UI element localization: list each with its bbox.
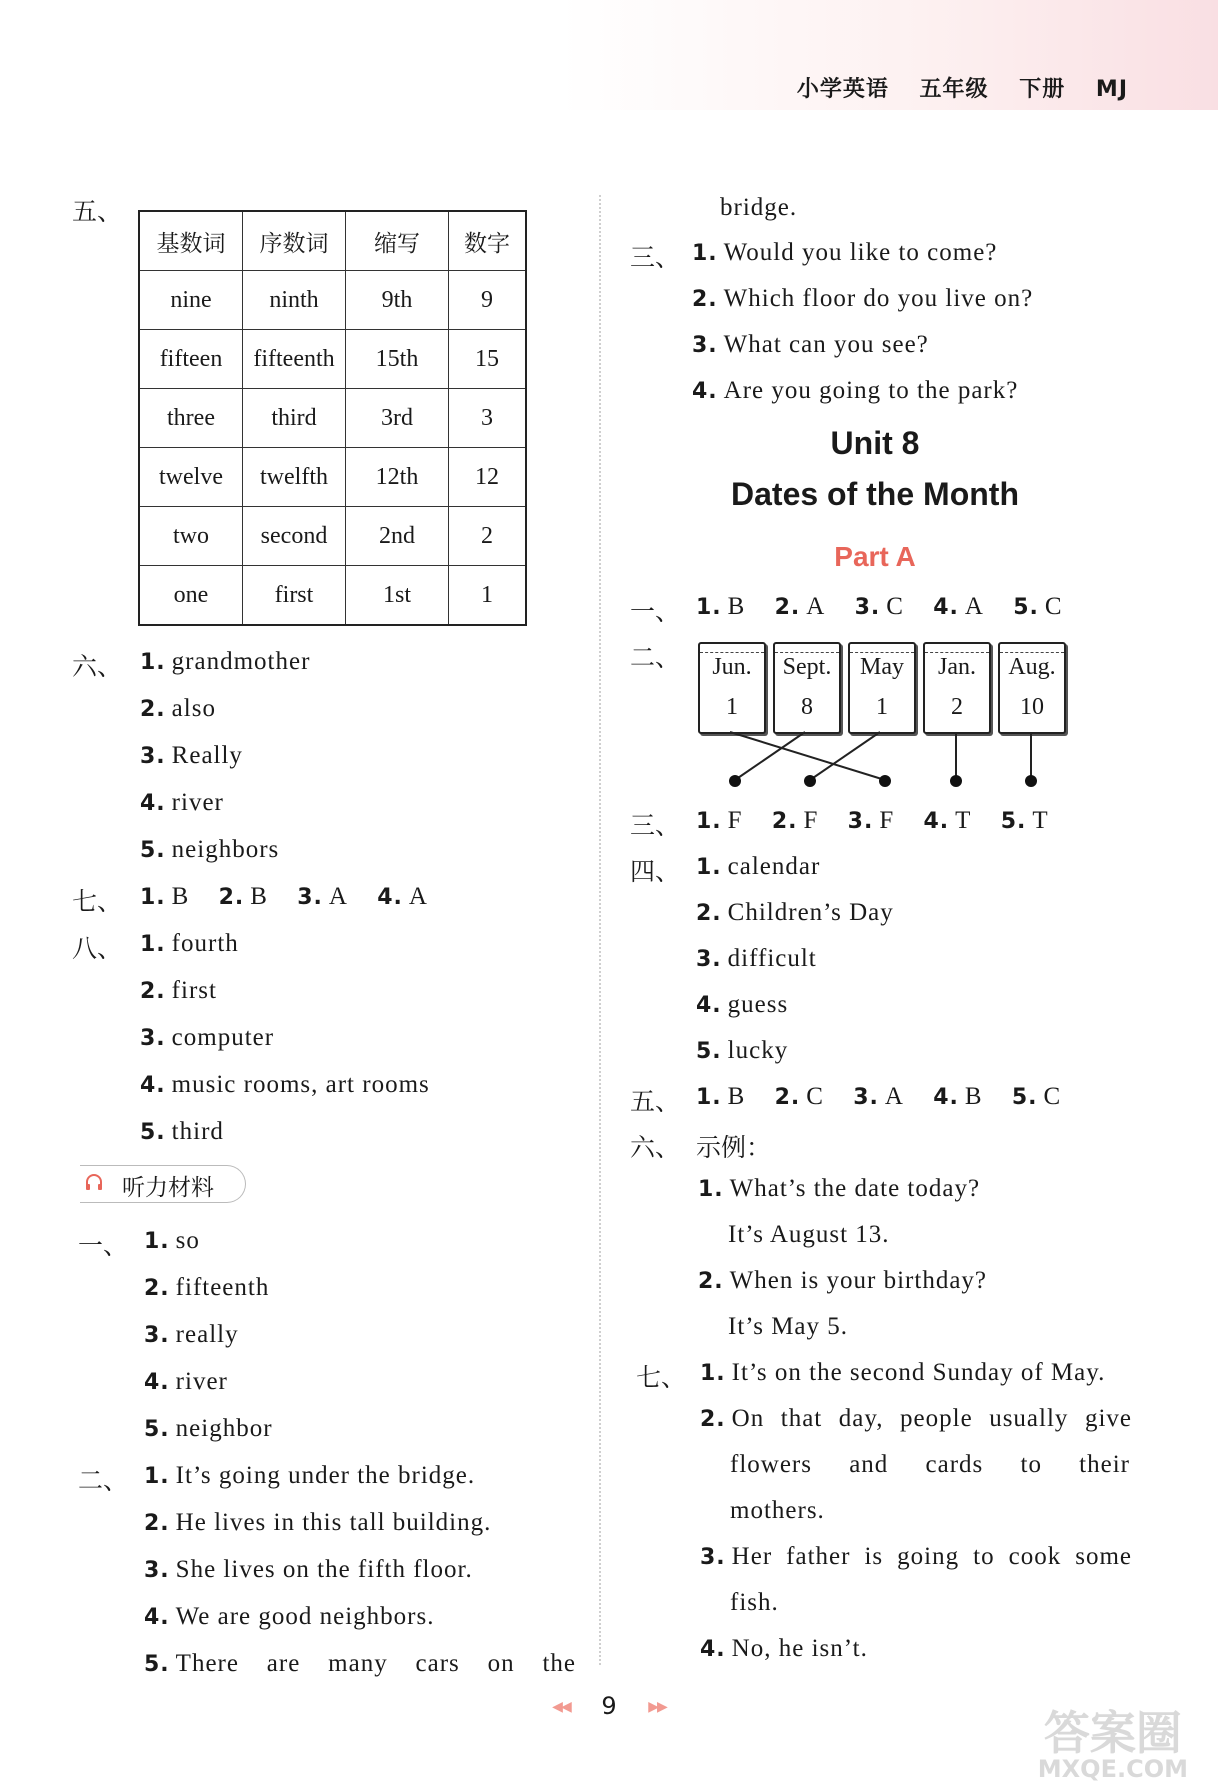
answer-item: 1. Would you like to come? [692,239,998,266]
answer-item: 2. fifteenth [144,1274,270,1301]
answer-row: 1. B 2. C 3. A 4. B 5. C [696,1083,1062,1110]
table-cell: 2nd [346,507,449,566]
calendar-card: Jan. 2 [923,642,991,734]
page-number: 9 [601,1692,617,1720]
match-line [730,732,885,780]
table-cell: 2 [449,507,527,566]
header-subject: 小学英语 [796,77,889,102]
answer-item: 3. Really [140,742,243,769]
section-marker: 三、 [630,811,681,840]
continuation-text: bridge. [720,194,798,221]
table-cell: 12 [449,448,527,507]
match-dot [1025,775,1037,787]
table-cell: 1 [449,566,527,626]
answer-item: 2. When is your birthday? [698,1267,988,1294]
table-cell: ninth [243,271,346,330]
answer-item: 5. lucky [696,1037,789,1064]
answer-item: 2. On that day, people usually give [700,1405,1132,1432]
answer-item: 1. so [144,1227,200,1254]
answer-item: 4. guess [696,991,789,1018]
table-cell: first [243,566,346,626]
headphones-icon [84,1172,104,1197]
table-row [139,566,526,626]
table-header: 缩写 [346,211,449,271]
calendar-card: Jun. 1 [698,642,766,734]
match-line [735,732,805,780]
section-marker: 一、 [78,1231,129,1260]
answer-row: 1. B 2. A 3. C 4. A 5. C [696,593,1063,620]
table-row [139,507,526,566]
table-cell: twelfth [243,448,346,507]
section-marker: 七、 [72,887,123,916]
section-marker: 五、 [72,197,123,226]
book-header [775,72,1128,103]
unit-title: Unit 8 [830,425,920,461]
section-marker: 八、 [72,934,123,963]
part-heading: Part A [834,541,916,572]
answer-item: 3. really [144,1321,239,1348]
section-marker: 七、 [636,1363,687,1392]
answer-item: 3. What can you see? [692,331,929,358]
answer-row: 1. B 2. B 3. A 4. A [140,883,428,910]
section-marker: 三、 [630,243,681,272]
answer-item: 3. She lives on the fifth floor. [144,1556,473,1583]
column-divider [599,195,601,1665]
table-header: 基数词 [139,211,243,271]
example-label: 示例： [696,1133,772,1162]
answer-item: 1. It’s on the second Sunday of May. [700,1359,1106,1386]
match-dot [729,775,741,787]
answer-item: 1. calendar [696,853,821,880]
table-cell: twelve [139,448,243,507]
next-arrows-icon: ▶▶ [648,1699,666,1715]
answer-text: fish. [730,1589,779,1616]
match-line [810,732,880,780]
answer-item: 2. Which floor do you live on? [692,285,1034,312]
table-cell: two [139,507,243,566]
answer-item: 1. fourth [140,930,239,957]
match-dot [804,775,816,787]
matching-lines [690,730,1090,790]
table-cell: fifteenth [243,330,346,389]
section-marker: 四、 [630,857,681,886]
table-header-row [139,211,526,271]
table-cell: 12th [346,448,449,507]
section-marker: 一、 [630,597,681,626]
answer-item: 3. difficult [696,945,817,972]
number-table [138,210,527,626]
prev-arrows-icon: ◀◀ [552,1699,570,1715]
table-cell: one [139,566,243,626]
watermark: 答案圈 MXQE.COM [1037,1706,1188,1783]
answer-text: mothers. [730,1497,825,1524]
answer-item: 3. computer [140,1024,275,1051]
unit-subtitle: Dates of the Month [731,476,1019,512]
section-marker: 五、 [630,1087,681,1116]
table-cell: three [139,389,243,448]
answer-item: 5. neighbors [140,836,280,863]
table-cell: 9th [346,271,449,330]
answer-item: 5. third [140,1118,224,1145]
listening-label: 听力材料 [80,1165,246,1203]
answer-row: 1. F 2. F 3. F 4. T 5. T [696,807,1049,834]
answer-item: 2. first [140,977,217,1004]
match-dot [879,775,891,787]
table-cell: 3 [449,389,527,448]
answer-text: It’s May 5. [728,1313,849,1340]
table-cell: 15 [449,330,527,389]
table-cell: 15th [346,330,449,389]
table-cell: 9 [449,271,527,330]
table-cell: 3rd [346,389,449,448]
answer-item: 4. music rooms, art rooms [140,1071,430,1098]
section-marker: 二、 [630,643,681,672]
table-row [139,330,526,389]
answer-item: 5. neighbor [144,1415,273,1442]
calendar-card: Sept. 8 [773,642,841,734]
answer-text: flowers and cards to their [730,1451,1130,1478]
section-marker: 二、 [78,1466,129,1495]
answer-item: 4. river [140,789,224,816]
section-marker: 六、 [630,1133,681,1162]
answer-item: 4. No, he isn’t. [700,1635,868,1662]
header-volume: 下册 [1019,77,1066,102]
answer-item: 2. He lives in this tall building. [144,1509,492,1536]
table-cell: third [243,389,346,448]
header-edition: MJ [1095,77,1128,102]
header-grade: 五年级 [919,77,989,102]
answer-item: 4. We are good neighbors. [144,1603,435,1630]
answer-item: 1. It’s going under the bridge. [144,1462,476,1489]
table-cell: second [243,507,346,566]
calendar-card: May 1 [848,642,916,734]
table-header: 序数词 [243,211,346,271]
answer-item: 4. Are you going to the park? [692,377,1019,404]
match-dot [950,775,962,787]
answer-text: It’s August 13. [728,1221,890,1248]
table-row [139,448,526,507]
answer-item: 4. river [144,1368,228,1395]
table-cell: 1st [346,566,449,626]
table-cell: nine [139,271,243,330]
calendar-card: Aug. 10 [998,642,1066,734]
page-footer [0,1692,1218,1720]
table-header: 数字 [449,211,527,271]
answer-item: 1. What’s the date today? [698,1175,981,1202]
table-row [139,389,526,448]
answer-item: 3. Her father is going to cook some [700,1543,1132,1570]
table-row [139,271,526,330]
answer-item: 2. also [140,695,216,722]
answer-item: 1. grandmother [140,648,311,675]
answer-item: 5. There are many cars on the [144,1650,576,1677]
answer-item: 2. Children’s Day [696,899,894,926]
table-cell: fifteen [139,330,243,389]
section-marker: 六、 [72,652,123,681]
